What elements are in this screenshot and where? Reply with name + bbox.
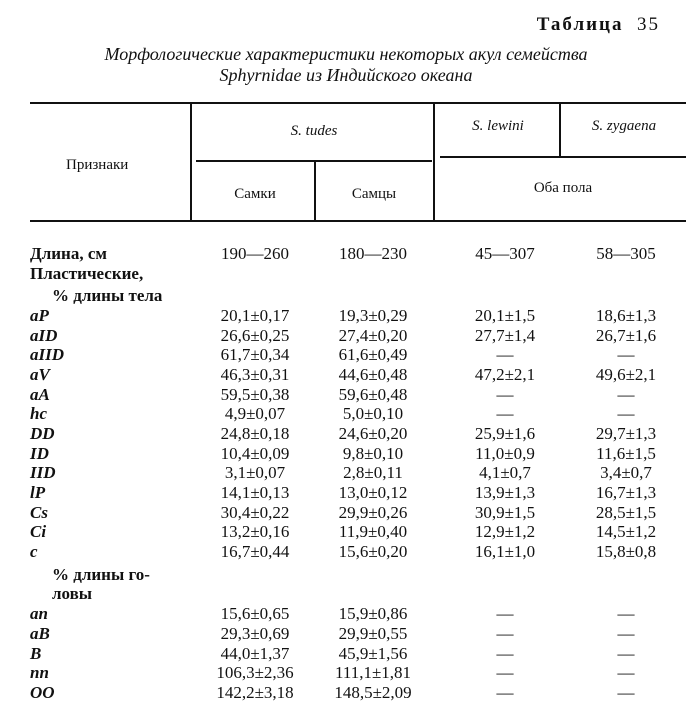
table-cell: 180—230 bbox=[339, 244, 407, 263]
row-label: aIID bbox=[30, 345, 65, 364]
table-cell: 28,5±1,5 bbox=[595, 503, 657, 522]
header-mid-rule-both bbox=[440, 156, 686, 158]
table-cell: 13,9±1,3 bbox=[474, 483, 536, 502]
table-cell: 190—260 bbox=[221, 244, 289, 263]
row-label: aA bbox=[30, 385, 50, 404]
header-s-tudes: S. tudes bbox=[290, 123, 338, 139]
table-cell: 27,7±1,4 bbox=[474, 326, 536, 345]
row-label: Длина, см bbox=[30, 244, 107, 263]
table-cell: 4,9±0,07 bbox=[224, 404, 286, 423]
table-cell: — bbox=[617, 385, 635, 404]
table-cell: — bbox=[617, 404, 635, 423]
row-label: c bbox=[30, 542, 38, 561]
table-cell: 59,5±0,38 bbox=[220, 385, 290, 404]
table-cell: 2,8±0,11 bbox=[343, 463, 403, 482]
header-divider-3 bbox=[433, 103, 435, 221]
table-cell: 49,6±2,1 bbox=[595, 365, 657, 384]
table-cell: 15,6±0,65 bbox=[220, 604, 290, 623]
row-label: Ci bbox=[30, 522, 47, 541]
table-cell: 45,9±1,56 bbox=[338, 644, 408, 663]
table-cell: 15,6±0,20 bbox=[338, 542, 408, 561]
table-cell: 29,7±1,3 bbox=[595, 424, 657, 443]
table-cell: 9,8±0,10 bbox=[342, 444, 404, 463]
row-label: Cs bbox=[30, 503, 48, 522]
table-cell: 111,1±1,81 bbox=[334, 663, 412, 682]
table-cell: 148,5±2,09 bbox=[334, 683, 412, 702]
table-cell: — bbox=[617, 663, 635, 682]
table-cell: 142,2±3,18 bbox=[216, 683, 294, 702]
table-cell: 46,3±0,31 bbox=[220, 365, 290, 384]
table-cell: 44,0±1,37 bbox=[220, 644, 290, 663]
table-cell: 14,1±0,13 bbox=[220, 483, 290, 502]
header-males: Самцы bbox=[351, 186, 397, 202]
table-cell: 24,8±0,18 bbox=[220, 424, 290, 443]
table-cell: 47,2±2,1 bbox=[474, 365, 536, 384]
row-label: aID bbox=[30, 326, 58, 345]
row-label: aP bbox=[30, 306, 49, 325]
table-cell: 30,9±1,5 bbox=[474, 503, 536, 522]
table-cell: 20,1±1,5 bbox=[474, 306, 536, 325]
table-caption-line-1: Морфологические характеристики некоторых акул семейства bbox=[104, 44, 588, 64]
table-cell: — bbox=[496, 345, 514, 364]
table-cell: 5,0±0,10 bbox=[342, 404, 404, 423]
table-cell: 10,4±0,09 bbox=[220, 444, 290, 463]
table-cell: — bbox=[617, 644, 635, 663]
table-cell: 26,7±1,6 bbox=[595, 326, 657, 345]
row-label: OO bbox=[30, 683, 55, 702]
table-cell: 20,1±0,17 bbox=[220, 306, 290, 325]
header-features: Признаки bbox=[66, 157, 129, 173]
row-label: IID bbox=[30, 463, 56, 482]
table-cell: — bbox=[496, 404, 514, 423]
row-label: % длины тела bbox=[52, 286, 163, 305]
header-divider-4 bbox=[559, 103, 561, 157]
table-cell: — bbox=[617, 604, 635, 623]
table-cell: 24,6±0,20 bbox=[338, 424, 408, 443]
table-cell: 12,9±1,2 bbox=[474, 522, 536, 541]
header-s-zygaena: S. zygaena bbox=[591, 118, 657, 134]
table-number-value: 35 bbox=[637, 14, 660, 35]
table-cell: 15,8±0,8 bbox=[595, 542, 657, 561]
table-cell: 30,4±0,22 bbox=[220, 503, 290, 522]
table-cell: 16,1±1,0 bbox=[474, 542, 536, 561]
row-label: Пластические, bbox=[30, 264, 144, 283]
table-cell: 4,1±0,7 bbox=[479, 463, 531, 482]
table-cell: 61,6±0,49 bbox=[338, 345, 408, 364]
table-cell: 29,3±0,69 bbox=[220, 624, 290, 643]
table-cell: 45—307 bbox=[475, 244, 535, 263]
table-cell: 14,5±1,2 bbox=[595, 522, 657, 541]
table-cell: 29,9±0,55 bbox=[338, 624, 408, 643]
header-s-lewini: S. lewini bbox=[472, 118, 524, 134]
table-cell: 44,6±0,48 bbox=[338, 365, 408, 384]
table-cell: 13,2±0,16 bbox=[220, 522, 290, 541]
table-cell: 11,6±1,5 bbox=[596, 444, 656, 463]
table-cell: 29,9±0,26 bbox=[338, 503, 408, 522]
row-label: ID bbox=[30, 444, 49, 463]
row-label: DD bbox=[30, 424, 55, 443]
table-cell: 11,9±0,40 bbox=[338, 522, 408, 541]
table-cell: 58—305 bbox=[596, 244, 656, 263]
table-cell: 15,9±0,86 bbox=[338, 604, 408, 623]
row-label: aB bbox=[30, 624, 50, 643]
table-cell: 13,0±0,12 bbox=[338, 483, 408, 502]
table-cell: — bbox=[496, 644, 514, 663]
table-number bbox=[537, 14, 660, 36]
row-label: % длины го- bbox=[52, 565, 150, 584]
row-label: B bbox=[30, 644, 42, 663]
row-label: ловы bbox=[52, 584, 93, 603]
row-label: nn bbox=[30, 663, 49, 682]
header-bottom-rule bbox=[30, 220, 686, 222]
table-cell: 26,6±0,25 bbox=[220, 326, 290, 345]
table-cell: 3,4±0,7 bbox=[600, 463, 652, 482]
table-cell: 11,0±0,9 bbox=[475, 444, 535, 463]
table-cell: — bbox=[496, 385, 514, 404]
table-cell: 27,4±0,20 bbox=[338, 326, 408, 345]
header-both-sexes: Оба пола bbox=[533, 180, 593, 196]
table-cell: 3,1±0,07 bbox=[224, 463, 286, 482]
table-cell: — bbox=[617, 345, 635, 364]
table-cell: — bbox=[496, 604, 514, 623]
table-cell: — bbox=[496, 663, 514, 682]
table-cell: 16,7±0,44 bbox=[220, 542, 290, 561]
table-cell: — bbox=[496, 624, 514, 643]
table-word: Таблица bbox=[536, 14, 624, 35]
table-cell: 106,3±2,36 bbox=[216, 663, 294, 682]
row-label: hc bbox=[30, 404, 47, 423]
header-females: Самки bbox=[234, 186, 276, 202]
table-cell: 59,6±0,48 bbox=[338, 385, 408, 404]
table-cell: 25,9±1,6 bbox=[474, 424, 536, 443]
header-top-rule bbox=[30, 102, 686, 104]
table-cell: 19,3±0,29 bbox=[338, 306, 408, 325]
row-label: lP bbox=[30, 483, 46, 502]
row-label: an bbox=[30, 604, 48, 623]
row-label: aV bbox=[30, 365, 50, 384]
table-cell: 16,7±1,3 bbox=[595, 483, 657, 502]
table-cell: — bbox=[617, 683, 635, 702]
table-caption-line-2: Sphyrnidae из Индийского океана bbox=[219, 65, 473, 85]
table-cell: 61,7±0,34 bbox=[220, 345, 290, 364]
table-cell: — bbox=[496, 683, 514, 702]
table-cell: 18,6±1,3 bbox=[595, 306, 657, 325]
header-divider-1 bbox=[190, 103, 192, 221]
table-cell: — bbox=[617, 624, 635, 643]
